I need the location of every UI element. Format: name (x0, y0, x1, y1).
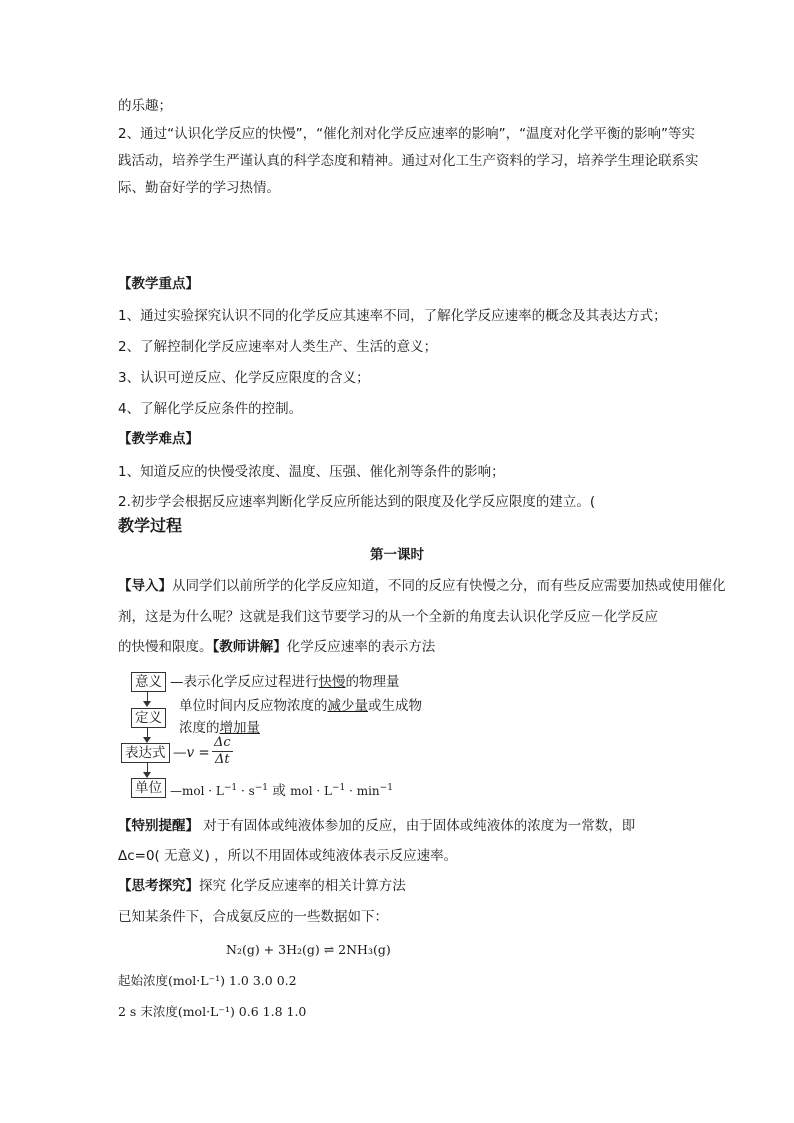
expression-box: 表达式 (121, 743, 170, 763)
unit-text: —mol · $L^{-1} \cdot s^{-1}$ 或 mol · $L^{-1} \cdot \min^{-1}$ (170, 783, 393, 799)
intro-text-1: 从同学们以前所学的化学反应知道，不同的反应有快慢之分，而有些反应需要加热或使用催化 (172, 578, 726, 594)
difficulty-1: 1、知道反应的快慢受浓度、温度、压强、催化剂等条件的影响； (118, 464, 505, 480)
inquiry-line (118, 876, 406, 896)
special-tip-text-1: 对于有固体或纯液体参加的反应，由于固体或纯液体的浓度为一常数，即 (199, 818, 636, 834)
key-point-3: 3、认识可逆反应、化学反应限度的含义； (118, 370, 370, 386)
key-point-2: 2、了解控制化学反应速率对人类生产、生活的意义； (118, 339, 438, 355)
intro-line-1: 的乐趣； (118, 98, 172, 114)
intro-label: 【导入】 (118, 578, 172, 594)
intro-paragraph-line-1 (118, 576, 726, 596)
lesson-title: 第一课时 (370, 547, 424, 563)
intro-line-3: 践活动，培养学生严谨认真的科学态度和精神。通过对化工生产资料的学习，培养学生理论联系实 (118, 153, 699, 169)
key-point-4: 4、了解化学反应条件的控制。 (118, 401, 303, 417)
intro-paragraph-line-3 (118, 637, 435, 657)
difficulty-2: 2.初步学会根据反应速率判断化学反应所能达到的限度及化学反应限度的建立。( (118, 494, 596, 510)
definition-line-2: 浓度的增加量 (179, 720, 260, 736)
key-point-1: 1、通过实验探究认识不同的化学反应其速率不同，了解化学反应速率的概念及其表达方式； (118, 308, 667, 324)
expression-lhs: —v = (173, 745, 210, 761)
inquiry-label: 【思考探究】 (118, 878, 199, 894)
inquiry-text: 探究 化学反应速率的相关计算方法 (199, 878, 406, 894)
special-tip-line-1 (118, 816, 635, 836)
process-heading: 教学过程 (118, 516, 183, 535)
teacher-label: 【教师讲解】 (212, 639, 287, 655)
meaning-text: —表示化学反应过程进行快慢的物理量 (170, 674, 400, 690)
special-tip-line-2: Δc=0( 无意义) ，所以不用固体或纯液体表示反应速率。 (118, 848, 458, 864)
intro-text-3: 的快慢和限度。 (118, 639, 213, 655)
arrow-head-1 (143, 701, 151, 707)
definition-line-1: 单位时间内反应物浓度的减少量或生成物 (179, 698, 422, 714)
final-concentration-row: 2 s 末浓度(mol·L⁻¹) 0.6 1.8 1.0 (118, 1004, 307, 1019)
inquiry-given: 已知某条件下，合成氨反应的一些数据如下： (118, 909, 388, 925)
expression-denominator: Δt (215, 752, 230, 767)
teacher-text: 化学反应速率的表示方法 (286, 639, 436, 655)
reaction-equation: N₂(g) + 3H₂(g) ⇌ 2NH₃(g) (226, 942, 391, 957)
key-points-heading: 【教学重点】 (118, 276, 199, 292)
expression-numerator: Δc (214, 735, 231, 750)
initial-concentration-row: 起始浓度(mol·L⁻¹) 1.0 3.0 0.2 (118, 973, 297, 988)
meaning-box: 意义 (131, 672, 166, 692)
intro-line-2: 2、通过“认识化学反应的快慢”，“催化剂对化学反应速率的影响”，“温度对化学平衡的影响”等实 (118, 126, 696, 142)
definition-box: 定义 (131, 708, 166, 728)
unit-box: 单位 (131, 778, 166, 798)
intro-paragraph-line-2: 剂，这是为什么呢？这就是我们这节要学习的从一个全新的角度去认识化学反应－化学反应 (118, 609, 658, 625)
difficulties-heading: 【教学难点】 (118, 431, 199, 447)
special-tip-label: 【特别提醒】 (118, 818, 199, 834)
expression-fraction (212, 735, 233, 768)
intro-line-4: 际、勤奋好学的学习热情。 (118, 180, 280, 196)
